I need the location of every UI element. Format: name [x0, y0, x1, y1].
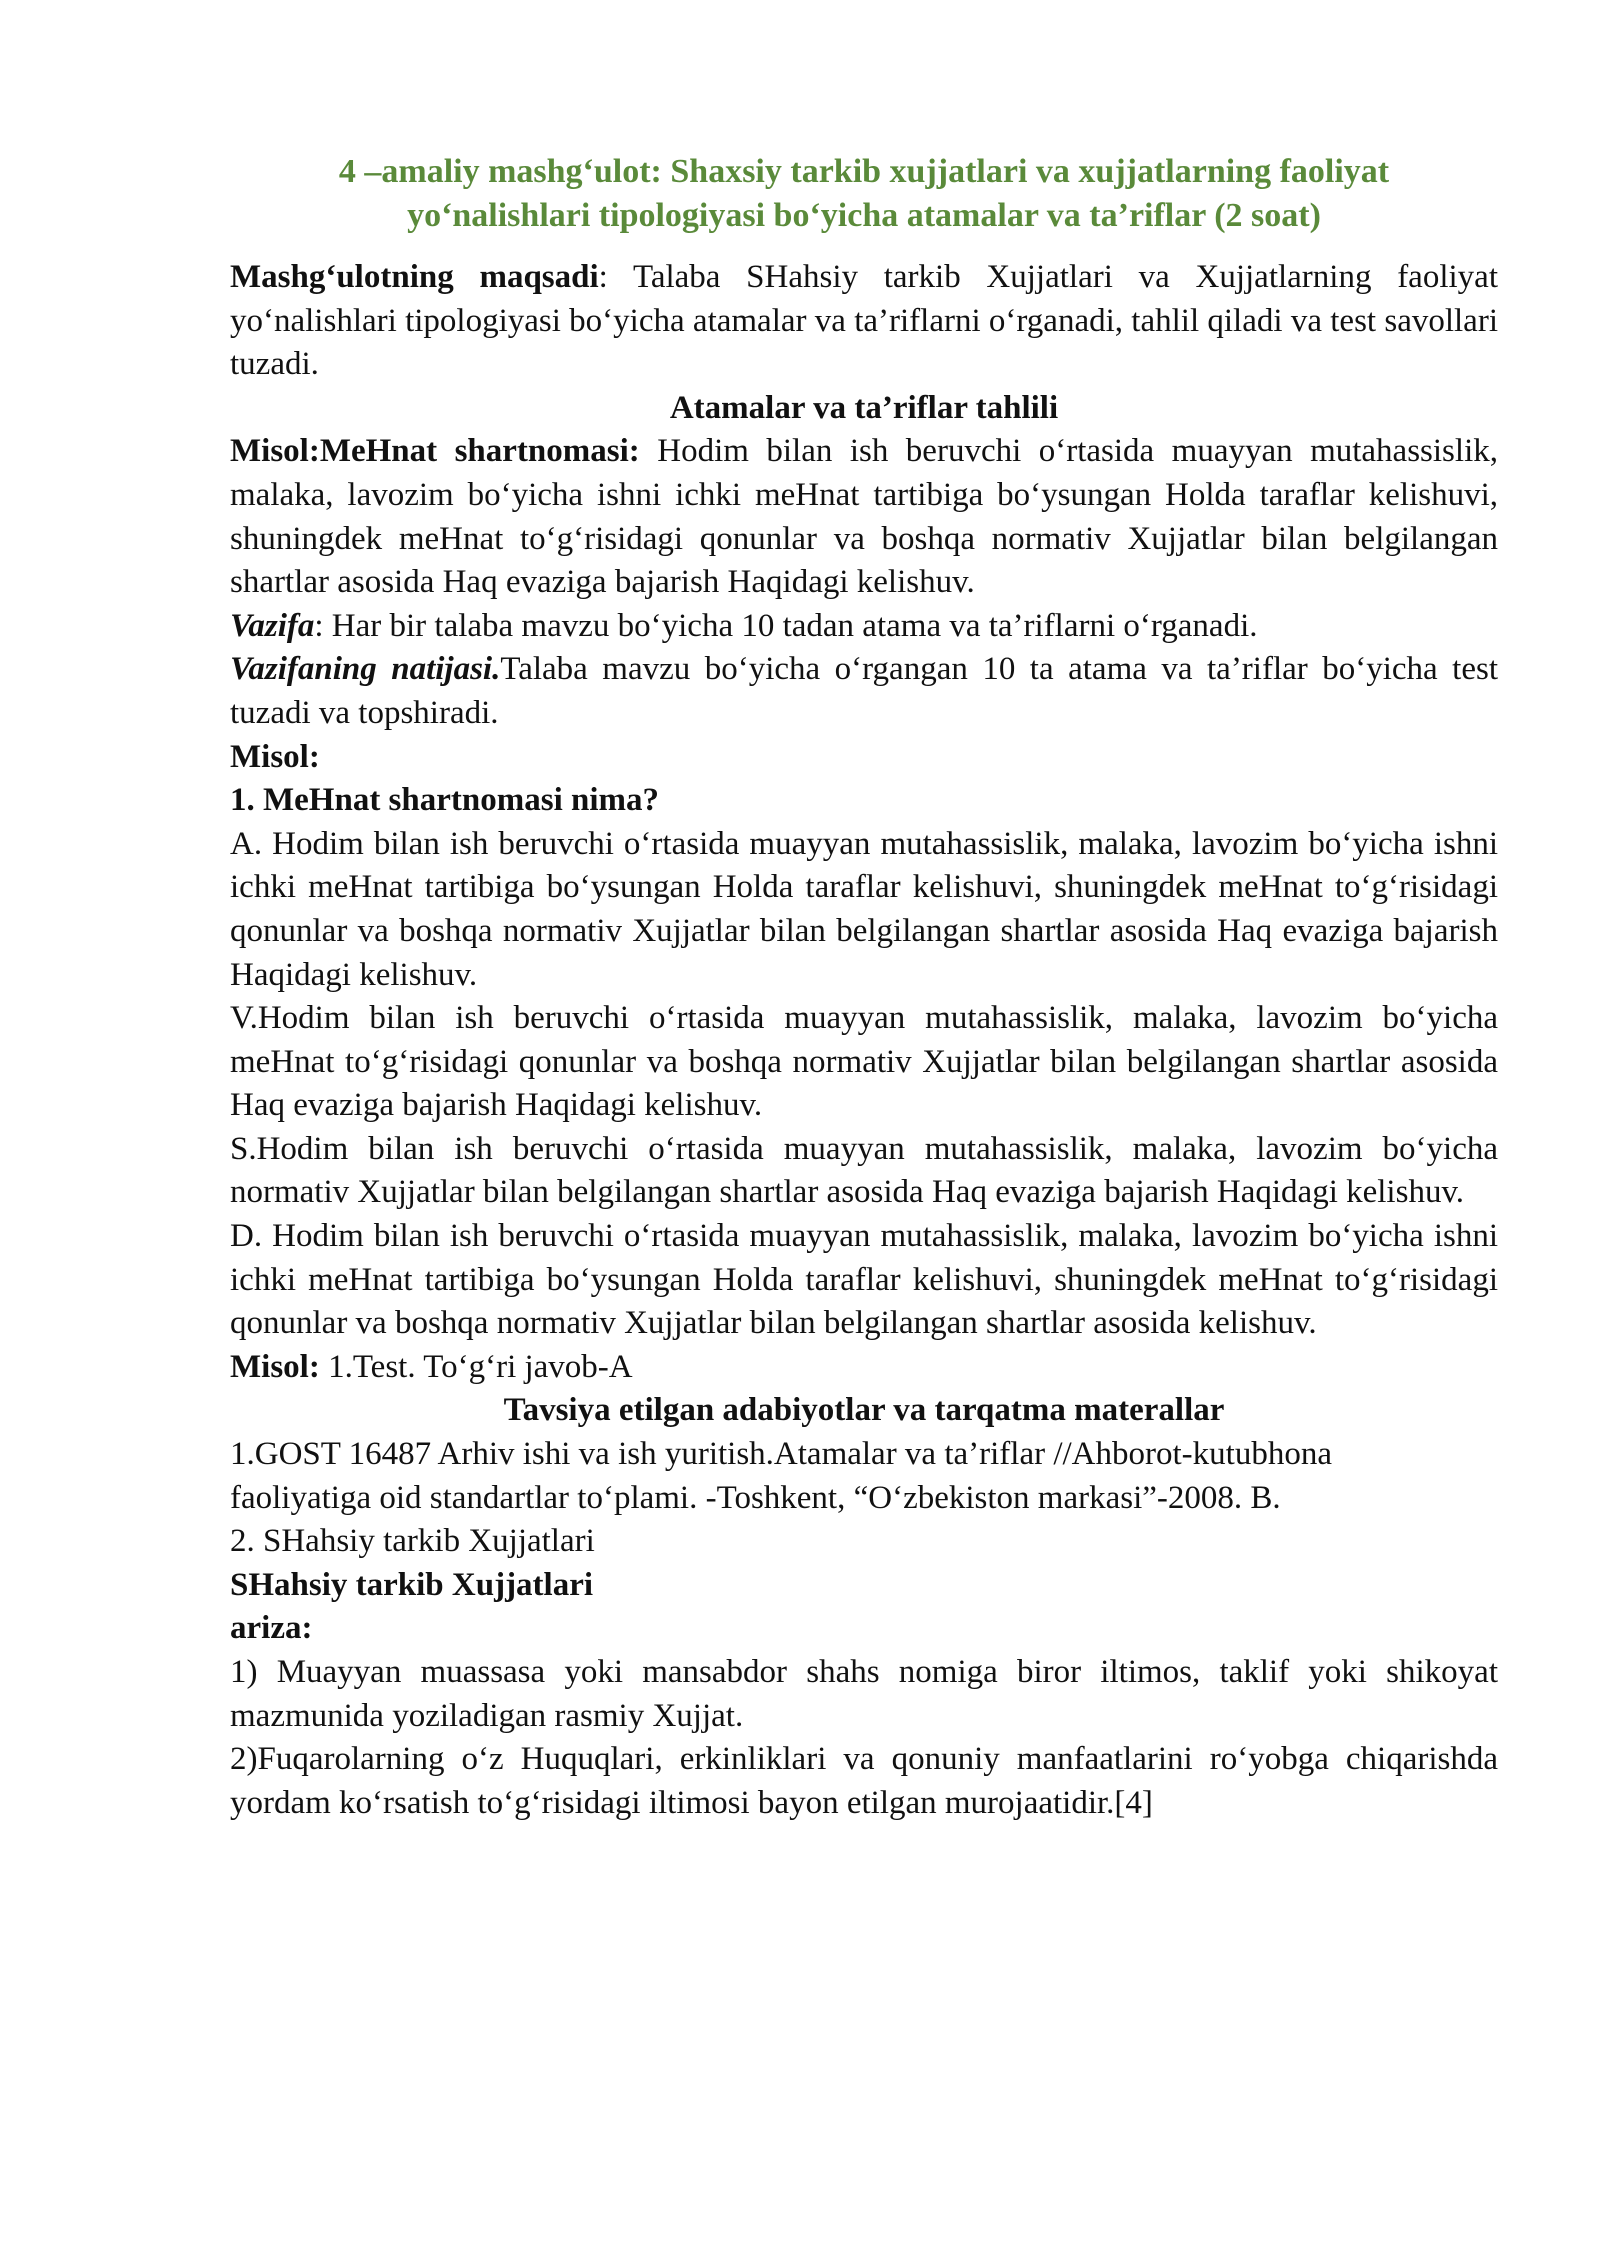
- example1-paragraph: [230, 430, 1498, 604]
- goal-label: Mashg‘ulotning maqsadi: [230, 259, 599, 295]
- analysis-heading: Atamalar va ta’riflar tahlili: [669, 389, 1059, 426]
- section-heading: SHahsiy tarkib Xujjatlari: [230, 1566, 594, 1603]
- title-line-2: yo‘nalishlari tipologiyasi bo‘yicha atamalar va ta’riflar (2 soat): [407, 197, 1321, 234]
- term-label: ariza:: [230, 1610, 313, 1647]
- test-question: 1. MeHnat shartnomasi nima?: [230, 782, 659, 819]
- task-label: Vazifa: [230, 607, 315, 644]
- answer-text: 1.Test. To‘g‘ri javob-A: [319, 1348, 633, 1385]
- definition-2: 2)Fuqarolarning o‘z Huquqlari, erkinliklari va qonuniy manfaatlarini ro‘yobga chiqarishda yordam ko‘rsatish to‘g‘risidagi iltimosi bayon etilgan murojaatidir.[4]: [230, 1741, 1498, 1821]
- literature-item-1: 1.GOST 16487 Arhiv ishi va ish yuritish.Atamalar va ta’riflar //Ahborot-kutubhona faoliyatiga oid standartlar to‘plami. -Toshkent, “O‘zbekiston markasi”-2008. B.: [230, 1436, 1332, 1516]
- answer-label: Misol:: [230, 1348, 320, 1385]
- option-a: A. Hodim bilan ish beruvchi o‘rtasida muayyan mutahassislik, malaka, lavozim bo‘yicha ishni ichki meHnat tartibiga bo‘ysungan Holda taraflar kelishuvi, shuningdek meHnat to‘g‘risidagi qonunlar va boshqa normativ Xujjatlar bilan belgilangan shartlar asosida Haq evaziga bajarish Haqidagi kelishuv.: [230, 825, 1498, 993]
- task-paragraph: [230, 605, 1498, 649]
- option-d: D. Hodim bilan ish beruvchi o‘rtasida muayyan mutahassislik, malaka, lavozim bo‘yicha ishni ichki meHnat tartibiga bo‘ysungan Holda taraflar kelishuvi, shuningdek meHnat to‘g‘risidagi qonunlar va boshqa normativ Xujjatlar bilan belgilangan shartlar asosida kelishuv.: [230, 1218, 1498, 1342]
- goal-text: : Talaba SHahsiy tarkib Xujjatlari va Xujjatlarning faoliyat yo‘nalishlari tipologiyasi bo‘yicha atamalar va ta’riflarni o‘rganadi, tahlil qiladi va test savollari tuzadi.: [230, 259, 1498, 383]
- literature-heading: Tavsiya etilgan adabiyotlar va tarqatma materallar: [503, 1392, 1225, 1429]
- title-line-1: 4 –amaliy mashg‘ulot: Shaxsiy tarkib xujjatlari va xujjatlarning faoliyat: [338, 153, 1390, 190]
- task-text: : Har bir talaba mavzu bo‘yicha 10 tadan atama va ta’riflarni o‘rganadi.: [314, 607, 1258, 644]
- document-title: [230, 150, 1498, 238]
- example1-label: Misol:MeHnat shartnomasi:: [230, 433, 640, 470]
- task-result-label: Vazifaning natijasi.: [230, 651, 501, 688]
- task-result-text: Talaba mavzu bo‘yicha o‘rgangan 10 ta atama va ta’riflar bo‘yicha test tuzadi va topshiradi.: [230, 651, 1499, 731]
- document-page: [230, 150, 1498, 1825]
- literature-item-2: 2. SHahsiy tarkib Xujjatlari: [230, 1523, 595, 1560]
- definition-1: 1) Muayyan muassasa yoki mansabdor shahs nomiga biror iltimos, taklif yoki shikoyat mazmunida yoziladigan rasmiy Xujjat.: [230, 1654, 1498, 1734]
- option-v: V.Hodim bilan ish beruvchi o‘rtasida muayyan mutahassislik, malaka, lavozim bo‘yicha meHnat to‘g‘risidagi qonunlar va boshqa normativ Xujjatlar bilan belgilangan shartlar asosida Haq evaziga bajarish Haqidagi kelishuv.: [230, 1000, 1498, 1124]
- example-label: Misol:: [230, 738, 320, 775]
- goal-paragraph: [230, 256, 1498, 387]
- example1-text: Hodim bilan ish beruvchi o‘rtasida muayyan mutahassislik, malaka, lavozim bo‘yicha ishni ichki meHnat tartibiga bo‘ysungan Holda taraflar kelishuvi, shuningdek meHnat to‘g‘risidagi qonunlar va boshqa normativ Xujjatlar bilan belgilangan shartlar asosida Haq evaziga bajarish Haqidagi kelishuv.: [230, 433, 1498, 601]
- option-s: S.Hodim bilan ish beruvchi o‘rtasida muayyan mutahassislik, malaka, lavozim bo‘yicha normativ Xujjatlar bilan belgilangan shartlar asosida Haq evaziga bajarish Haqidagi kelishuv.: [230, 1130, 1498, 1211]
- task-result-paragraph: [230, 648, 1498, 735]
- answer-paragraph: [230, 1346, 1498, 1390]
